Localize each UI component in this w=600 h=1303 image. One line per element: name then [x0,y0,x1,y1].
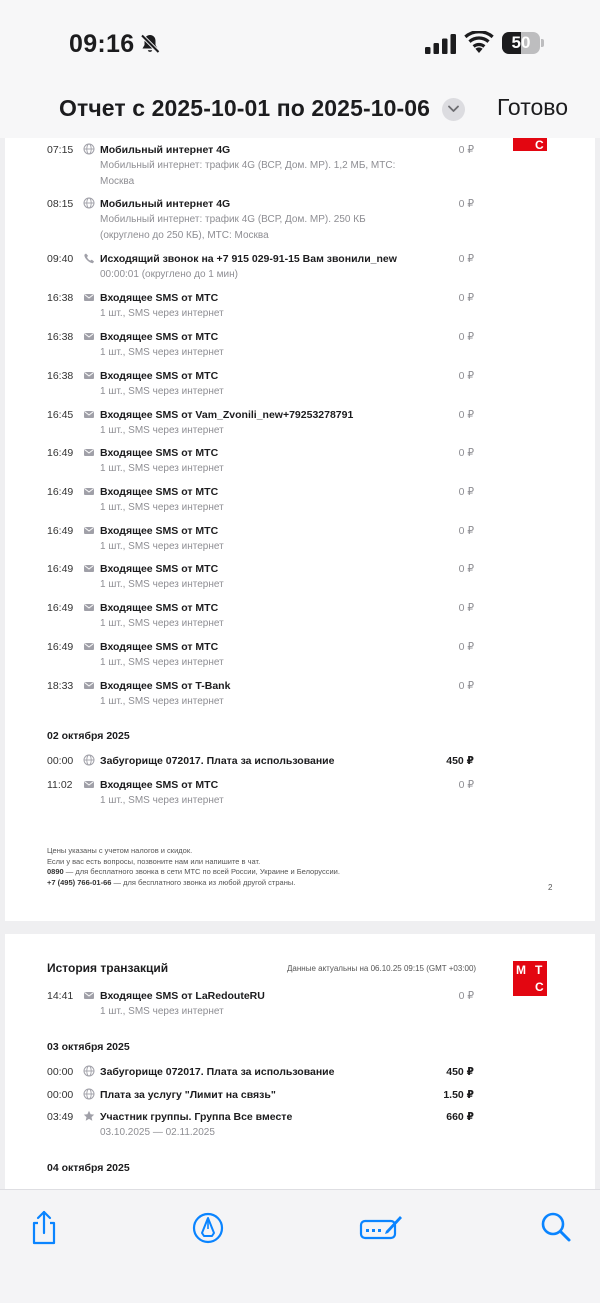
row-time: 00:00 [47,1066,74,1078]
row-title: Входящее SMS от МТС [100,602,219,614]
row-subtitle: 1 шт., SMS через интернет [100,1006,224,1017]
row-subtitle: 1 шт., SMS через интернет [100,502,224,513]
globe-icon [83,143,95,155]
envelope-icon [83,369,95,381]
row-title: Входящее SMS от МТС [100,779,219,791]
row-title: Забугорище 072017. Плата за использование [100,1066,335,1078]
row-subtitle: Мобильный интернет: трафик 4G (ВСР, Дом. МР). 1,2 МБ, МТС: Москва [100,160,396,187]
pdf-page-2 [5,138,595,921]
envelope-icon [83,640,95,652]
row-title: Входящее SMS от МТС [100,525,219,537]
row-time: 16:45 [47,409,74,421]
status-bar [0,0,600,90]
mts-logo: М Т С [513,961,547,996]
section-date: 03 октября 2025 [47,1041,130,1053]
row-time: 03:49 [47,1111,74,1123]
row-amount: 0 ₽ [458,331,474,343]
mts-logo: С [513,138,547,151]
row-title: Входящее SMS от МТС [100,370,219,382]
row-subtitle: 03.10.2025 — 02.11.2025 [100,1127,215,1138]
row-amount: 0 ₽ [458,563,474,575]
row-amount: 0 ₽ [458,144,474,156]
envelope-icon [83,485,95,497]
row-time: 16:38 [47,370,74,382]
envelope-icon [83,679,95,691]
row-subtitle: 1 шт., SMS через интернет [100,696,224,707]
row-amount: 0 ₽ [458,447,474,459]
wifi-icon [464,31,494,55]
star-icon [83,1110,95,1122]
row-time: 16:49 [47,641,74,653]
row-title: Входящее SMS от Vam_Zvonili_new+79253278791 [100,409,354,421]
cellular-signal-icon [425,33,457,55]
row-subtitle: 1 шт., SMS через интернет [100,386,224,397]
row-title: Плата за услугу "Лимит на связь" [100,1089,276,1101]
row-time: 00:00 [47,1089,74,1101]
row-amount: 0 ₽ [458,641,474,653]
done-button[interactable]: Готово [497,94,569,120]
data-actual-note: Данные актуальны на 06.10.25 09:15 (GMT +03:00) [287,964,477,973]
row-amount: 450 ₽ [446,755,474,767]
globe-icon [83,1088,95,1100]
document-title[interactable]: Отчет с 2025-10-01 по 2025-10-06 [59,95,431,121]
row-time: 16:49 [47,602,74,614]
row-title: Исходящий звонок на +7 915 029-91-15 Вам звонили_new [100,253,397,265]
row-title: Входящее SMS от LaRedouteRU [100,990,265,1002]
chevron-down-icon [448,105,459,113]
row-amount: 0 ₽ [458,779,474,791]
row-subtitle: 1 шт., SMS через интернет [100,308,224,319]
envelope-icon [83,408,95,420]
row-time: 07:15 [47,144,74,156]
search-button[interactable] [536,1207,576,1247]
markup-button[interactable] [188,1207,228,1247]
row-subtitle: 1 шт., SMS через интернет [100,657,224,668]
row-subtitle: 1 шт., SMS через интернет [100,463,224,474]
search-icon [536,1207,576,1247]
row-time: 00:00 [47,755,74,767]
nav-bar [0,90,600,138]
row-amount: 0 ₽ [458,525,474,537]
row-amount: 0 ₽ [458,990,474,1002]
row-title: Входящее SMS от T-Bank [100,680,231,692]
row-amount: 450 ₽ [446,1066,474,1078]
envelope-icon [83,601,95,613]
row-title: Входящее SMS от МТС [100,563,219,575]
row-subtitle: 1 шт., SMS через интернет [100,541,224,552]
row-amount: 0 ₽ [458,253,474,265]
row-time: 16:49 [47,447,74,459]
row-time: 08:15 [47,198,74,210]
envelope-icon [83,446,95,458]
section-title: История транзакций [47,961,169,975]
row-amount: 1.50 ₽ [443,1089,474,1101]
row-time: 16:49 [47,486,74,498]
row-title: Мобильный интернет 4G [100,144,231,156]
row-title: Входящее SMS от МТС [100,641,219,653]
bell-slash-icon [139,33,161,55]
row-time: 11:02 [47,779,73,791]
row-amount: 0 ₽ [458,292,474,304]
row-amount: 660 ₽ [446,1111,474,1123]
envelope-icon [83,524,95,536]
row-subtitle: 1 шт., SMS через интернет [100,425,224,436]
row-subtitle: Мобильный интернет: трафик 4G (ВСР, Дом. МР). 250 КБ (округлено до 250 КБ), МТС: Москва [100,214,366,241]
row-amount: 0 ₽ [458,680,474,692]
row-title: Участник группы. Группа Все вместе [100,1111,293,1123]
row-time: 16:38 [47,331,74,343]
bottom-toolbar [0,1189,600,1303]
row-subtitle: 1 шт., SMS через интернет [100,795,224,806]
row-time: 16:49 [47,563,74,575]
phone-icon [83,252,95,264]
row-amount: 0 ₽ [458,486,474,498]
row-subtitle: 00:00:01 (округлено до 1 мин) [100,269,238,280]
row-title: Мобильный интернет 4G [100,198,231,210]
row-time: 16:49 [47,525,74,537]
share-button[interactable] [24,1207,64,1247]
envelope-icon [83,291,95,303]
row-time: 18:33 [47,680,74,692]
row-title: Входящее SMS от МТС [100,447,219,459]
title-menu-button[interactable] [442,98,465,121]
section-date: 02 октября 2025 [47,730,130,742]
row-title: Входящее SMS от МТС [100,486,219,498]
row-amount: 0 ₽ [458,370,474,382]
envelope-icon [83,989,95,1001]
page-number: 2 [548,883,553,892]
row-time: 09:40 [47,253,74,265]
row-subtitle: 1 шт., SMS через интернет [100,618,224,629]
section-date: 04 октября 2025 [47,1162,130,1174]
battery-level: 50 [511,33,531,52]
pdf-page-3 [5,934,595,1194]
envelope-icon [83,330,95,342]
globe-icon [83,1065,95,1077]
globe-icon [83,197,95,209]
status-time: 09:16 [69,30,135,58]
row-title: Входящее SMS от МТС [100,331,219,343]
annotate-button[interactable] [358,1207,406,1247]
row-amount: 0 ₽ [458,198,474,210]
battery-indicator [502,32,544,54]
annotate-icon [358,1207,406,1247]
markup-pen-icon [188,1207,228,1247]
row-amount: 0 ₽ [458,409,474,421]
row-time: 16:38 [47,292,74,304]
share-icon [24,1207,64,1247]
row-amount: 0 ₽ [458,602,474,614]
row-title: Входящее SMS от МТС [100,292,219,304]
row-subtitle: 1 шт., SMS через интернет [100,347,224,358]
envelope-icon [83,562,95,574]
envelope-icon [83,778,95,790]
globe-icon [83,754,95,766]
row-time: 14:41 [47,990,74,1002]
row-title: Забугорище 072017. Плата за использование [100,755,335,767]
page-footer: Цены указаны с учетом налогов и скидок. Если у вас есть вопросы, позвоните нам или напишите в чат. 0890 — для бесплатного звонка в сети МТС по всей России, Украине и Белоруссии. +7 (495) 766-01-66 — для бесплатного звонка из любой другой страны. [47,846,340,887]
row-subtitle: 1 шт., SMS через интернет [100,579,224,590]
